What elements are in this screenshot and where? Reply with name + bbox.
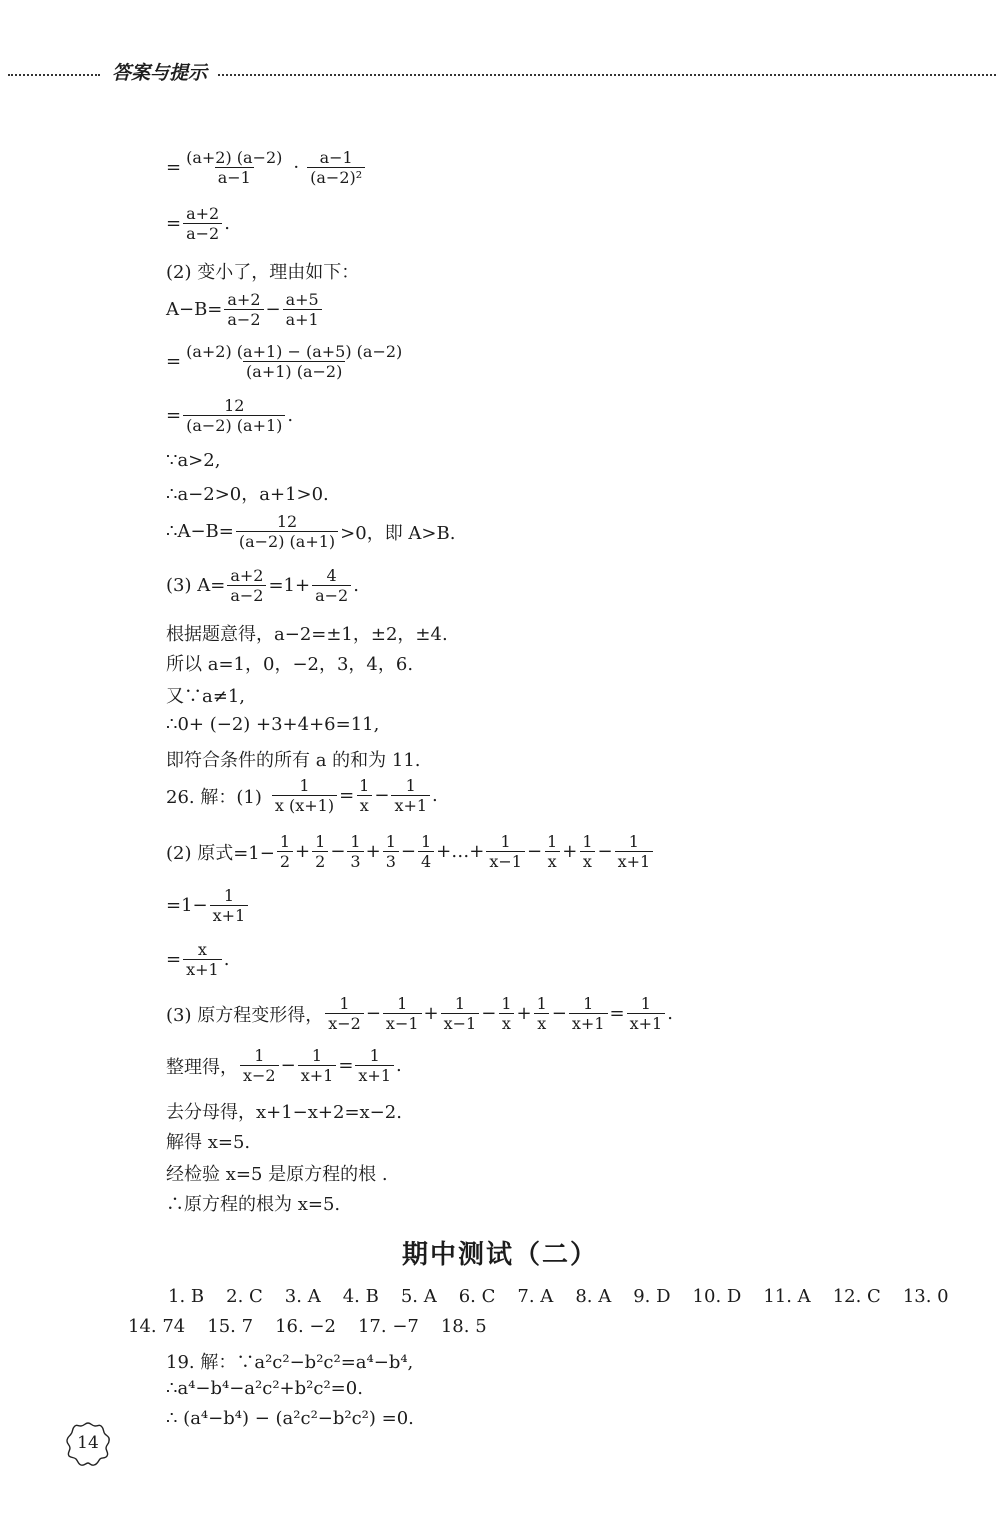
answer-item: 2. C — [226, 1286, 263, 1307]
solution-line: 19. 解：∵a²c²−b²c²=a⁴−b⁴, — [166, 1352, 414, 1373]
answer-item: 14. 74 — [128, 1316, 186, 1337]
fraction: $\frac{1}{x+1}$ — [355, 1046, 394, 1085]
solution-line: = $\frac{x}{x+1}$ . — [166, 940, 230, 979]
fraction: $\frac{12}{(a-2) (a+1)}$ — [236, 512, 338, 551]
answer-item: 16. −2 — [275, 1316, 336, 1337]
solution-line: (3) A= $\frac{a+2}{a-2}$ =1+ $\frac{4}{a-2}$ . — [166, 566, 359, 605]
section-title: 期中测试（二） — [401, 1240, 598, 1270]
answer-item: 18. 5 — [440, 1316, 487, 1337]
fraction: $\frac{12}{(a-2) (a+1)}$ — [183, 396, 285, 435]
solution-line: = $\frac{a+2}{a-2}$ . — [166, 204, 230, 243]
fraction: $\frac{1}{x+1}$ — [627, 994, 666, 1033]
solution-line: ∴A−B= $\frac{12}{(a-2) (a+1)}$ >0，即 A>B. — [166, 512, 456, 551]
fraction: $\frac{1}{x}$ — [356, 776, 372, 815]
solution-line: 所以 a=1，0，−2，3，4，6. — [166, 654, 414, 675]
fraction: $\frac{1}{x+1}$ — [569, 994, 608, 1033]
fraction: $\frac{(a+2) (a+1) - (a+5) (a-2)}{(a+1) (a-2)}$ — [186, 342, 403, 381]
answer-item: 3. A — [284, 1286, 321, 1307]
fraction: $\frac{1}{x}$ — [579, 832, 595, 871]
fraction: $\frac{1}{x-1}$ — [383, 994, 422, 1033]
answer-item: 5. A — [400, 1286, 437, 1307]
answer-row — [128, 1316, 509, 1337]
answer-item: 10. D — [692, 1286, 742, 1307]
fraction: $\frac{a+2}{a-2}$ — [224, 290, 263, 329]
solution-line: 去分母得，x+1−x+2=x−2. — [166, 1102, 402, 1123]
fraction: $\frac{1}{2}$ — [312, 832, 328, 871]
solution-line: (3) 原方程变形得， $\frac{1}{x-2}$ − $\frac{1}{x-1}$ + $\frac{1}{x-1}$ − $\frac{1}{x}$ + $\frac{1}{x}$ − $\frac{1}{x+1}$ = $\frac{1}{x+1}$ . — [166, 994, 673, 1033]
solution-line: ∴0+ (−2) +3+4+6=11, — [166, 714, 380, 735]
header-dotted-rule-right — [218, 74, 996, 76]
fraction: $\frac{a-1}{\text{(a−2)²}}$ — [307, 148, 365, 187]
answer-item: 11. A — [763, 1286, 811, 1307]
answer-row — [168, 1286, 971, 1307]
answer-item: 9. D — [633, 1286, 671, 1307]
solution-line: 即符合条件的所有 a 的和为 11. — [166, 750, 421, 771]
answer-item: 15. 7 — [207, 1316, 254, 1337]
fraction: $\frac{1}{2}$ — [277, 832, 293, 871]
header-dotted-rule-left — [8, 74, 100, 76]
fraction: $\frac{1}{x+1}$ — [391, 776, 430, 815]
fraction: $\frac{1}{x+1}$ — [615, 832, 654, 871]
fraction: $\frac{1}{x-1}$ — [441, 994, 480, 1033]
page-number: 14 — [77, 1433, 99, 1453]
fraction: $\frac{1}{x}$ — [498, 994, 514, 1033]
page-header — [0, 56, 1000, 88]
solution-line: ∴a⁴−b⁴−a²c²+b²c²=0. — [166, 1378, 363, 1399]
solution-line: =1− $\frac{1}{x+1}$ — [166, 886, 250, 925]
solution-line: 26. 解：(1) $\frac{1}{x (x+1)}$ = $\frac{1}{x}$ − $\frac{1}{x+1}$ . — [166, 776, 438, 815]
answer-item: 7. A — [517, 1286, 554, 1307]
answer-item: 4. B — [342, 1286, 379, 1307]
header-title: 答案与提示 — [112, 62, 208, 84]
answer-item: 17. −7 — [357, 1316, 419, 1337]
page-number-badge — [64, 1420, 112, 1468]
solution-line: 整理得， $\frac{1}{x-2}$ − $\frac{1}{x+1}$ = $\frac{1}{x+1}$ . — [166, 1046, 402, 1085]
fraction: $\frac{a+2}{a-2}$ — [227, 566, 266, 605]
fraction: $\frac{a+2}{a-2}$ — [183, 204, 222, 243]
fraction: $\frac{1}{3}$ — [347, 832, 363, 871]
fraction: $\frac{1}{x-2}$ — [240, 1046, 279, 1085]
solution-line: ∵a>2, — [166, 450, 221, 471]
answer-item: 12. C — [832, 1286, 881, 1307]
solution-line: 根据题意得，a−2=±1，±2，±4. — [166, 624, 448, 645]
solution-line: ∴a−2>0，a+1>0. — [166, 484, 329, 505]
solution-line: 经检验 x=5 是原方程的根 . — [166, 1164, 388, 1185]
solution-line: (2) 原式=1− $\frac{1}{2}$ + $\frac{1}{2}$ − $\frac{1}{3}$ + $\frac{1}{3}$ − $\frac{1}{4}$ +…+ $\frac{1}{x-1}$ − $\frac{1}{x}$ + $\frac{1}{x}$ − $\frac{1}{x+1}$ — [166, 832, 655, 871]
fraction: $\frac{1}{x}$ — [534, 994, 550, 1033]
fraction: $\frac{4}{a-2}$ — [312, 566, 351, 605]
answer-item: 13. 0 — [902, 1286, 949, 1307]
answer-item: 6. C — [458, 1286, 496, 1307]
fraction: $\frac{(a+2) (a-2)}{a-1}$ — [186, 148, 283, 187]
answer-item: 1. B — [168, 1286, 205, 1307]
fraction: $\frac{1}{x-1}$ — [486, 832, 525, 871]
fraction: $\frac{1}{x}$ — [544, 832, 560, 871]
solution-line: A−B= $\frac{a+2}{a-2}$ − $\frac{a+5}{a+1}$ — [166, 290, 324, 329]
answer-item: 8. A — [575, 1286, 612, 1307]
solution-line: 解得 x=5. — [166, 1132, 251, 1153]
solution-line: = $\frac{12}{(a-2) (a+1)}$ . — [166, 396, 294, 435]
fraction: $\frac{1}{4}$ — [418, 832, 434, 871]
fraction: $\frac{1}{x-2}$ — [325, 994, 364, 1033]
fraction: $\frac{a+5}{a+1}$ — [283, 290, 322, 329]
solution-line: ∴ (a⁴−b⁴) − (a²c²−b²c²) =0. — [166, 1408, 414, 1429]
solution-line: 又∵a≠1, — [166, 686, 245, 707]
fraction: $\frac{1}{x+1}$ — [298, 1046, 337, 1085]
fraction: $\frac{1}{x (x+1)}$ — [272, 776, 337, 815]
fraction: $\frac{x}{x+1}$ — [183, 940, 222, 979]
solution-line: = $\frac{(a+2) (a-2)}{a-1}$ · $\frac{a-1}{\text{(a−2)²}}$ — [166, 148, 367, 187]
solution-line: (2) 变小了，理由如下： — [166, 262, 360, 283]
fraction: $\frac{1}{3}$ — [383, 832, 399, 871]
solution-line: ∴原方程的根为 x=5. — [166, 1194, 341, 1215]
fraction: $\frac{1}{x+1}$ — [210, 886, 249, 925]
solution-line: = $\frac{(a+2) (a+1) - (a+5) (a-2)}{(a+1) (a-2)}$ — [166, 342, 407, 381]
